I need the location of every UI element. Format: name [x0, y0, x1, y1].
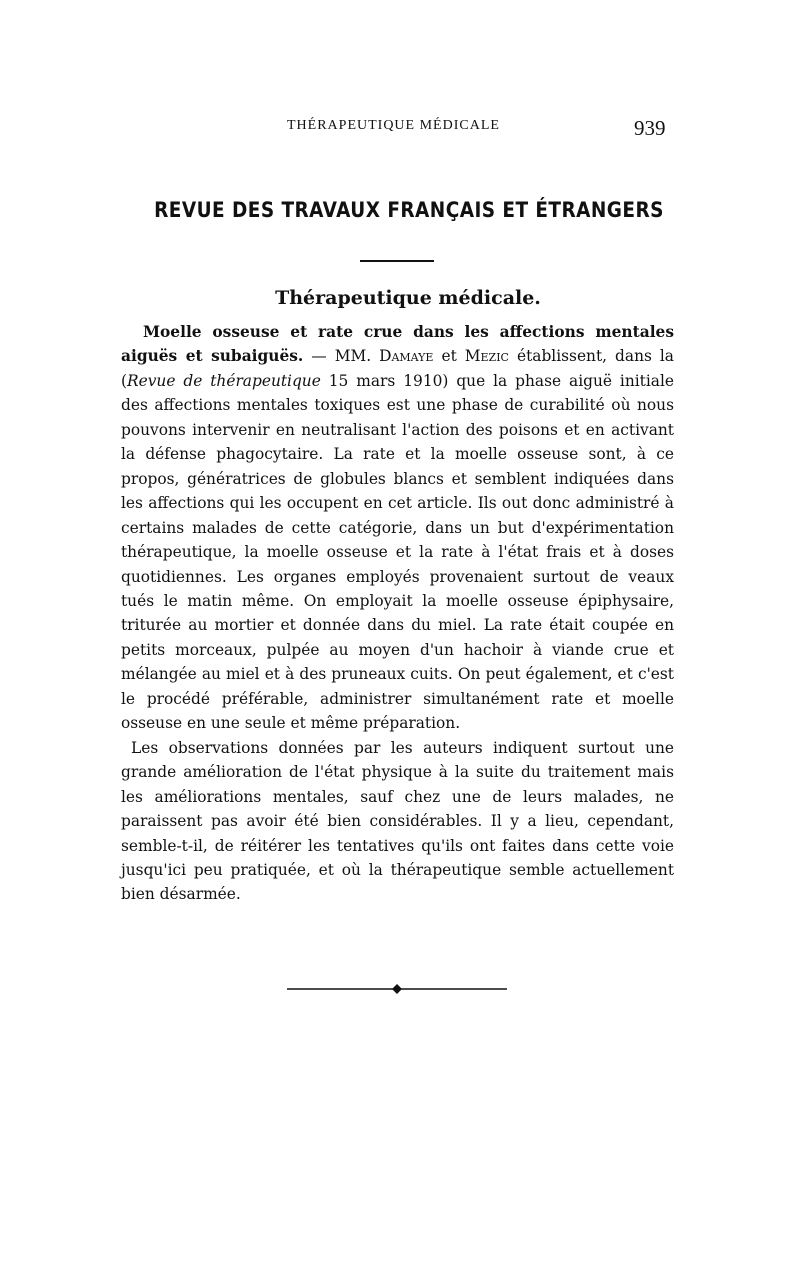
title-separator-rule — [360, 260, 434, 262]
author-damaye: Damaye — [379, 347, 434, 366]
author-dash: — MM. — [303, 347, 380, 366]
journal-title: Revue de thérapeutique — [127, 371, 321, 390]
author-mezic: Mezic — [464, 347, 509, 366]
paragraph-1 — [121, 320, 674, 736]
paragraph-2: Les observations données par les auteurs indiquent surtout une grande amélioration de l'état physique à la suite du traitement mais les améliorations mentales, sauf chez une de leurs malades, ne paraissent pas avoir été bien considérables. Il y a lieu, cependant, semble-t-il, de réitérer les tentatives qu'ils ont faites dans cette voie jusqu'ici peu pratiquée, et où la thérapeutique semble actuellement bien désarmée. — [121, 738, 674, 904]
running-title: THÉRAPEUTIQUE MÉDICALE — [287, 118, 500, 133]
page-number: 939 — [634, 116, 666, 140]
running-head — [0, 116, 800, 140]
subsection-title: Thérapeutique médicale. — [275, 287, 541, 309]
article-heading: Moelle osseuse et rate crue dans les affections mentales aiguës et subaiguës. — [121, 323, 674, 366]
author-conjunction: et — [433, 347, 465, 366]
paragraph-1-text-a: établissent, dans la ( — [121, 347, 674, 390]
section-title: REVUE DES TRAVAUX FRANÇAIS ET ÉTRANGERS — [154, 198, 664, 222]
article-body — [121, 320, 674, 907]
diamond-rule-icon — [287, 982, 507, 996]
paragraph-1-text-b: 15 mars 1910) que la phase aiguë initiale des affections mentales toxiques est une phase de curabilité où nous pouvons intervenir en neutralisant l'action des poisons et en activant la défense phagocytaire. La rate et la moelle osseuse sont, à ce propos, génératrices de globules blancs et semblent indiquées dans les affections qui les occupent en cet article. Ils out donc administré à certains malades de cette catégorie, dans un but d'expérimentation thérapeutique, la moelle osseuse et la rate à l'état frais et à doses quotidiennes. Les organes employés provenaient surtout de veaux tués le matin même. On employait la moelle osseuse épiphysaire, triturée au mortier et donnée dans du miel. La rate était coupée en petits morceaux, pulpée au moyen d'un hachoir à viande crue et mélangée au miel et à des pruneaux cuits. On peut également, et c'est le procédé préférable, administrer simultanément rate et moelle osseuse en une seule et même préparation. — [121, 371, 674, 733]
end-ornament — [287, 982, 507, 996]
